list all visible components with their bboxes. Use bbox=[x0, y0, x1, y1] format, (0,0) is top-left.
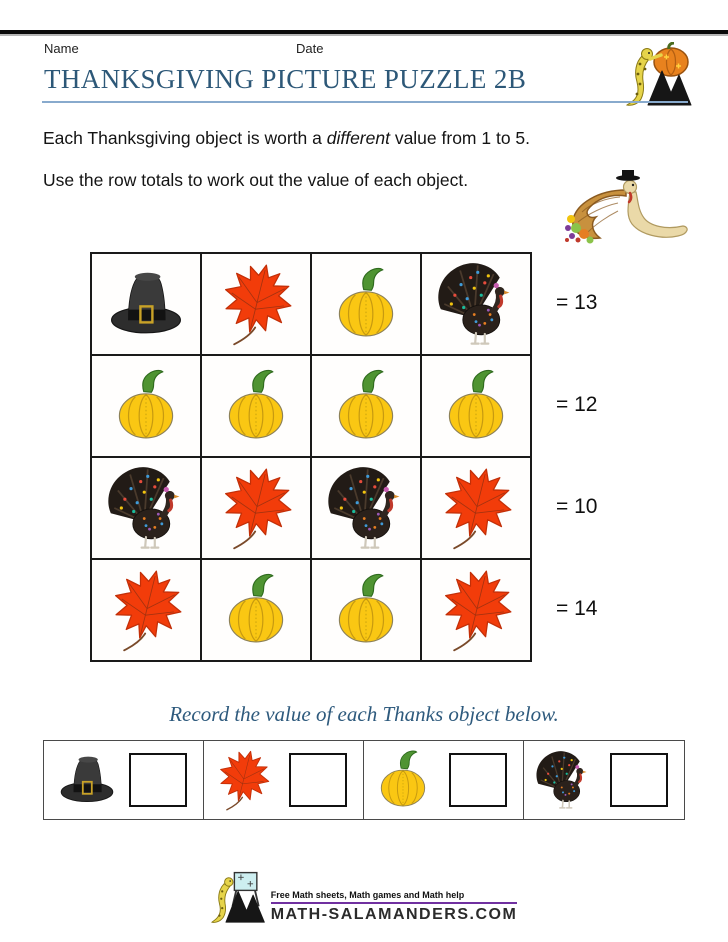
answer-section-pumpkin bbox=[364, 741, 524, 819]
maple-leaf-icon bbox=[214, 466, 298, 550]
title-underline bbox=[42, 101, 688, 103]
answer-section-maple-leaf bbox=[204, 741, 364, 819]
grid-row bbox=[91, 559, 531, 661]
answer-section-pilgrim-hat bbox=[44, 741, 204, 819]
row-total: = 12 bbox=[556, 393, 598, 416]
maple-leaf-icon bbox=[434, 466, 518, 550]
turkey-icon bbox=[532, 749, 594, 811]
grid-cell-pumpkin bbox=[91, 355, 201, 457]
turkey-icon bbox=[322, 464, 410, 552]
top-divider bbox=[0, 30, 728, 34]
answer-section-turkey bbox=[524, 741, 684, 819]
grid-cell-pumpkin bbox=[201, 355, 311, 457]
answer-box-pumpkin[interactable] bbox=[449, 753, 507, 807]
grid-row bbox=[91, 457, 531, 559]
row-total: = 13 bbox=[556, 291, 598, 314]
instruction-1-suffix: value from 1 to 5. bbox=[389, 128, 531, 148]
date-label: Date bbox=[296, 41, 324, 56]
grid-cell-turkey bbox=[91, 457, 201, 559]
grid-cell-turkey bbox=[311, 457, 421, 559]
grid-cell-pumpkin bbox=[421, 355, 531, 457]
pilgrim-hat-icon bbox=[52, 750, 122, 810]
page-title: THANKSGIVING PICTURE PUZZLE 2B bbox=[44, 64, 527, 94]
footer-site-name: MATH-SALAMANDERS.COM bbox=[270, 906, 518, 923]
grid-cell-maple-leaf bbox=[91, 559, 201, 661]
maple-leaf-icon bbox=[212, 749, 274, 811]
instruction-1 bbox=[43, 128, 530, 149]
instruction-1-italic: different bbox=[326, 128, 390, 148]
pumpkin-icon bbox=[438, 368, 514, 444]
grid-row bbox=[91, 355, 531, 457]
pumpkin-icon bbox=[218, 572, 294, 648]
record-prompt: Record the value of each Thanks object below. bbox=[169, 702, 559, 726]
pumpkin-icon bbox=[328, 266, 404, 342]
grid-cell-pumpkin bbox=[201, 559, 311, 661]
grid-cell-pumpkin bbox=[311, 559, 421, 661]
pilgrim-hat-icon bbox=[99, 264, 193, 344]
name-label: Name bbox=[44, 41, 79, 56]
answer-strip bbox=[43, 740, 685, 820]
grid-row bbox=[91, 253, 531, 355]
answer-box-pilgrim-hat[interactable] bbox=[129, 753, 187, 807]
turkey-icon bbox=[102, 464, 190, 552]
grid-cell-maple-leaf bbox=[201, 253, 311, 355]
grid-cell-pumpkin bbox=[311, 355, 421, 457]
answer-box-turkey[interactable] bbox=[610, 753, 668, 807]
footer-tagline: Free Math sheets, Math games and Math help bbox=[271, 890, 518, 904]
row-total: = 10 bbox=[556, 495, 598, 518]
maple-leaf-icon bbox=[214, 262, 298, 346]
cornucopia-salamander-illustration bbox=[560, 170, 694, 254]
puzzle-grid bbox=[90, 252, 532, 662]
row-total: = 14 bbox=[556, 597, 598, 620]
pumpkin-icon bbox=[108, 368, 184, 444]
instruction-2: Use the row totals to work out the value of each object. bbox=[43, 170, 469, 190]
grid-cell-turkey bbox=[421, 253, 531, 355]
maple-leaf-icon bbox=[104, 568, 188, 652]
salamander-pumpkin-logo bbox=[624, 42, 694, 106]
pumpkin-icon bbox=[328, 368, 404, 444]
maple-leaf-icon bbox=[434, 568, 518, 652]
answer-box-maple-leaf[interactable] bbox=[289, 753, 347, 807]
footer bbox=[0, 868, 728, 924]
pumpkin-icon bbox=[218, 368, 294, 444]
grid-cell-maple-leaf bbox=[421, 457, 531, 559]
turkey-icon bbox=[432, 260, 520, 348]
grid-cell-maple-leaf bbox=[201, 457, 311, 559]
pumpkin-icon bbox=[372, 749, 434, 811]
grid-cell-pumpkin bbox=[311, 253, 421, 355]
grid-cell-maple-leaf bbox=[421, 559, 531, 661]
pumpkin-icon bbox=[328, 572, 404, 648]
row-totals bbox=[556, 252, 597, 660]
grid-cell-pilgrim-hat bbox=[91, 253, 201, 355]
salamander-easel-logo bbox=[211, 868, 269, 924]
instruction-1-prefix: Each Thanksgiving object is worth a bbox=[43, 128, 327, 148]
